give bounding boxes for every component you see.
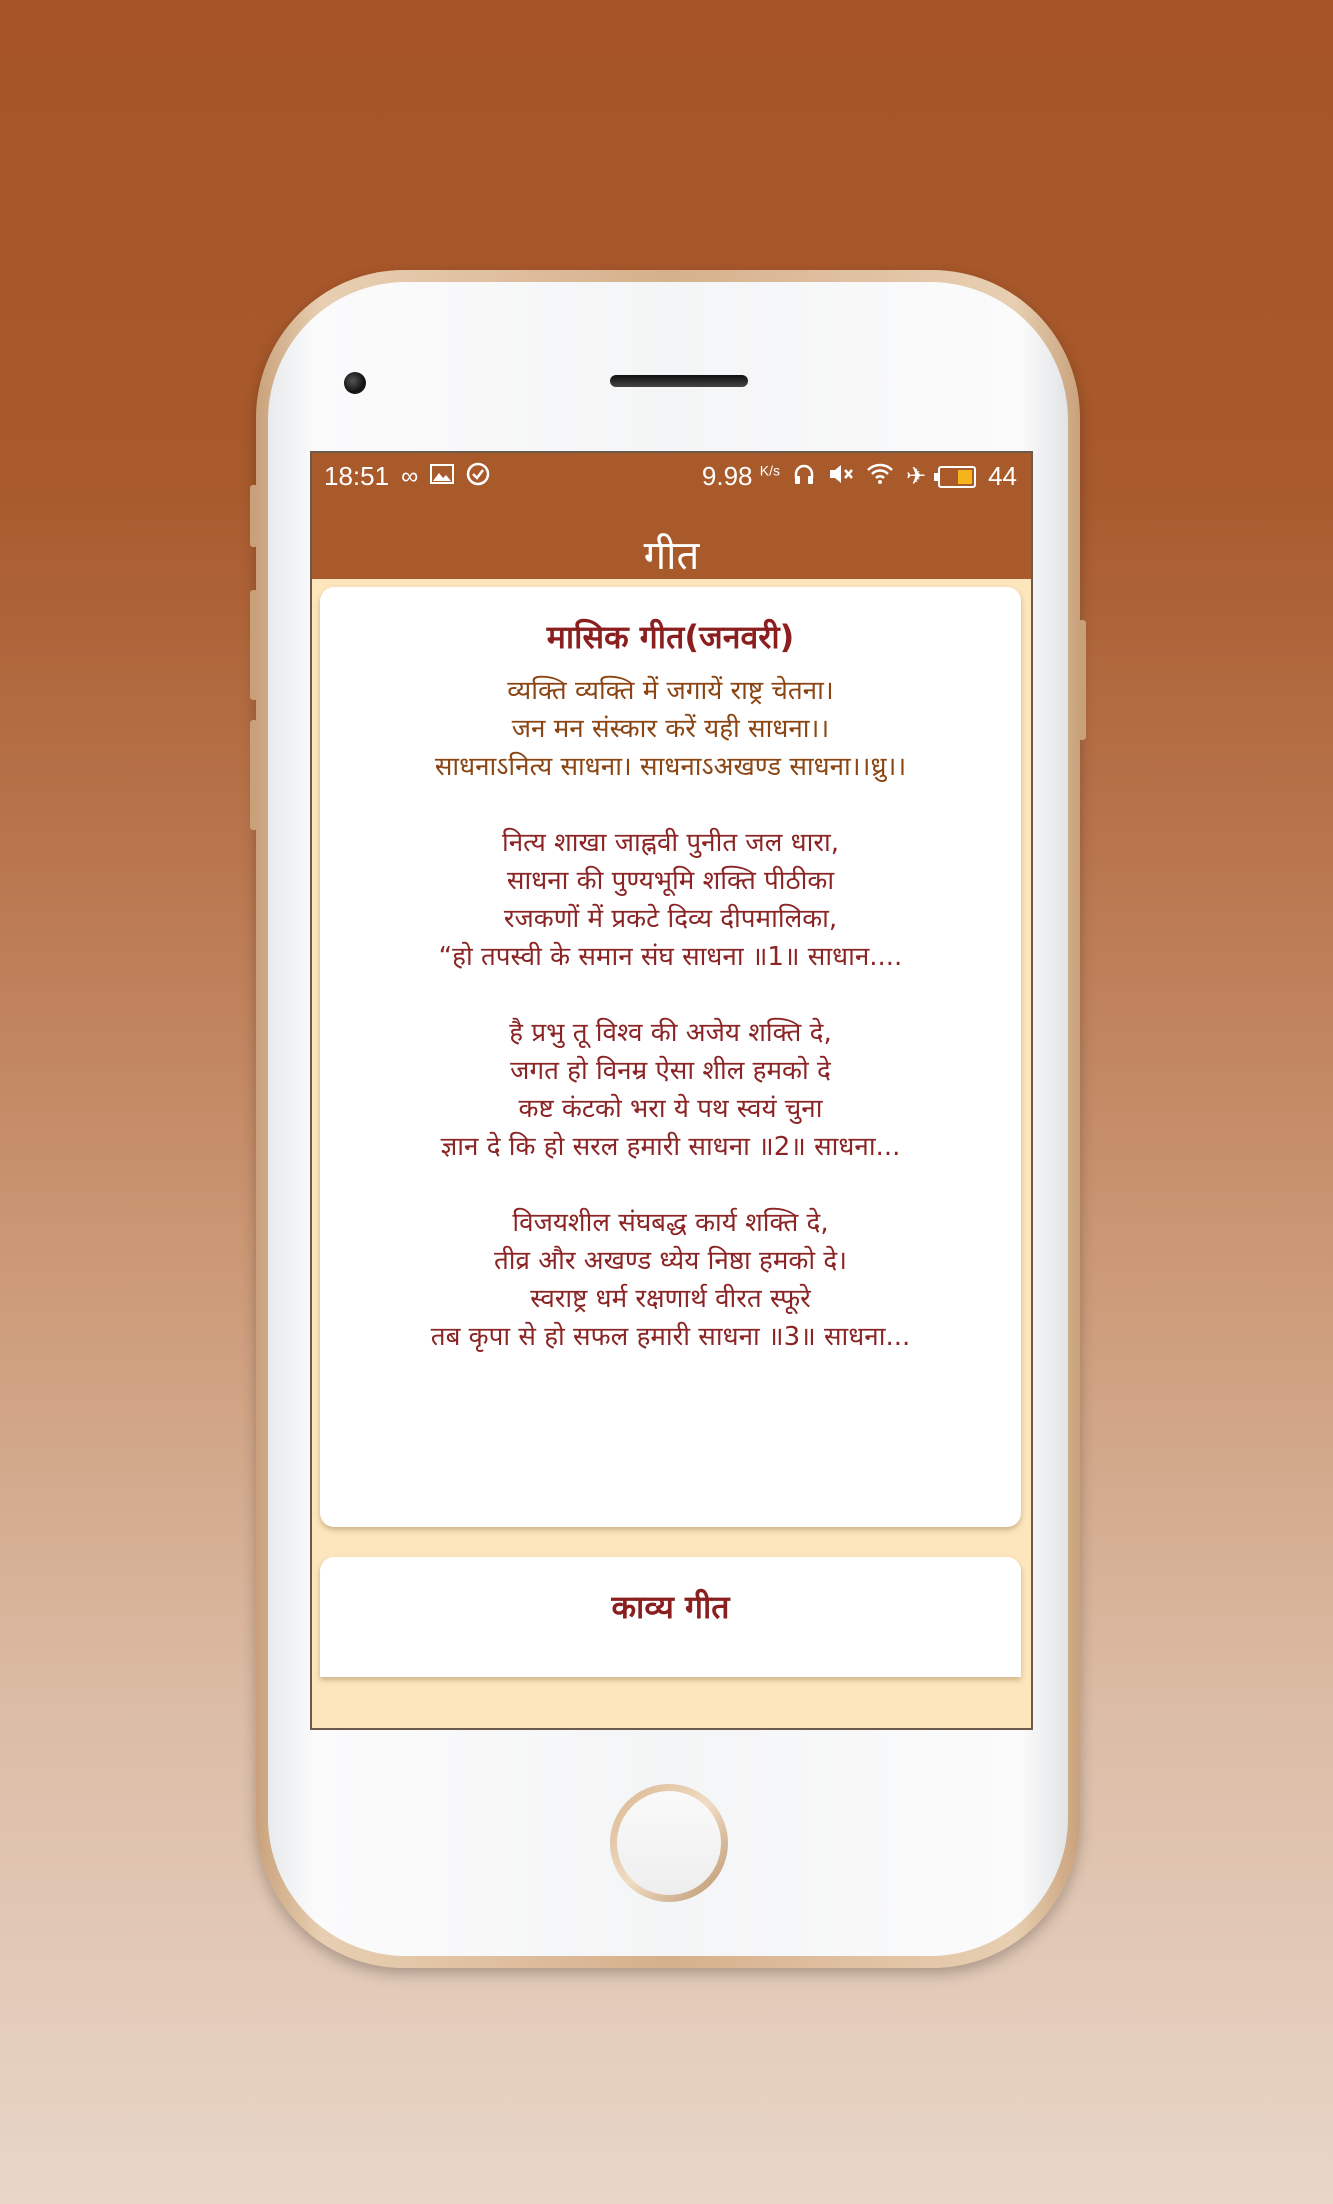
lyric-line: है प्रभु तू विश्व की अजेय शक्ति दे, <box>509 1018 832 1048</box>
lyric-line: व्यक्ति व्यक्ति में जगायें राष्ट्र चेतना। <box>507 676 834 706</box>
app-screen <box>310 451 1033 1730</box>
status-time: 18:51 <box>324 461 390 491</box>
infinity-icon: ∞ <box>401 462 419 490</box>
phone-side-button <box>250 485 258 547</box>
network-speed: 9.98 $^{K/s}$ <box>701 461 780 491</box>
airplane-icon: ✈ <box>905 462 927 490</box>
lyric-line: तब कृपा से हो सफल हमारी साधना ॥3॥ साधना... <box>430 1322 911 1352</box>
verse-stanza-1 <box>320 824 1021 976</box>
lyric-line: साधनाऽनित्य साधना। साधनाऽअखण्ड साधना।।ध्रु।। <box>434 752 907 782</box>
image-icon <box>430 464 454 489</box>
front-camera-icon <box>344 372 366 394</box>
headphones-icon <box>792 462 816 491</box>
lyric-line: विजयशील संघबद्ध कार्य शक्ति दे, <box>512 1208 829 1238</box>
volume-up-button <box>250 590 258 700</box>
lyric-line: जगत हो विनम्र ऐसा शील हमको दे <box>510 1056 831 1086</box>
check-circle-icon <box>466 462 490 491</box>
volume-down-button <box>250 720 258 830</box>
home-button[interactable] <box>610 1784 728 1902</box>
wifi-icon <box>866 462 894 491</box>
earpiece-speaker <box>610 375 748 387</box>
page-title: गीत <box>643 532 700 579</box>
lyric-line: कष्ट कंटको भरा ये पथ स्वयं चुना <box>518 1094 823 1124</box>
status-bar <box>312 453 1031 501</box>
lyric-line: तीव्र और अखण्ड ध्येय निष्ठा हमको दे। <box>493 1246 848 1276</box>
lyric-line: ज्ञान दे कि हो सरल हमारी साधना ॥2॥ साधना... <box>440 1132 901 1162</box>
mute-icon <box>828 462 854 491</box>
song-card[interactable] <box>320 587 1021 1527</box>
app-bar <box>312 453 1031 579</box>
battery-level: 44 <box>988 461 1017 491</box>
chorus-stanza <box>320 672 1021 786</box>
lyric-line: साधना की पुण्यभूमि शक्ति पीठीका <box>506 866 835 896</box>
song-card[interactable] <box>320 1557 1021 1677</box>
song-title: मासिक गीत(जनवरी) <box>546 618 795 656</box>
lyric-line: नित्य शाखा जाह्नवी पुनीत जल धारा, <box>502 828 839 858</box>
lyric-line: जन मन संस्कार करें यही साधना।। <box>511 714 830 744</box>
lyric-line: रजकणों में प्रकटे दिव्य दीपमालिका, <box>503 904 838 934</box>
lyric-line: “हो तपस्वी के समान संघ साधना ॥1॥ साधान.... <box>438 942 903 972</box>
verse-stanza-3 <box>320 1204 1021 1356</box>
power-button <box>1078 620 1086 740</box>
song-title: काव्य गीत <box>611 1588 730 1626</box>
lyric-line: स्वराष्ट्र धर्म रक्षणार्थ वीरत स्फूरे <box>530 1284 811 1314</box>
verse-stanza-2 <box>320 1014 1021 1166</box>
battery-icon <box>938 466 976 488</box>
